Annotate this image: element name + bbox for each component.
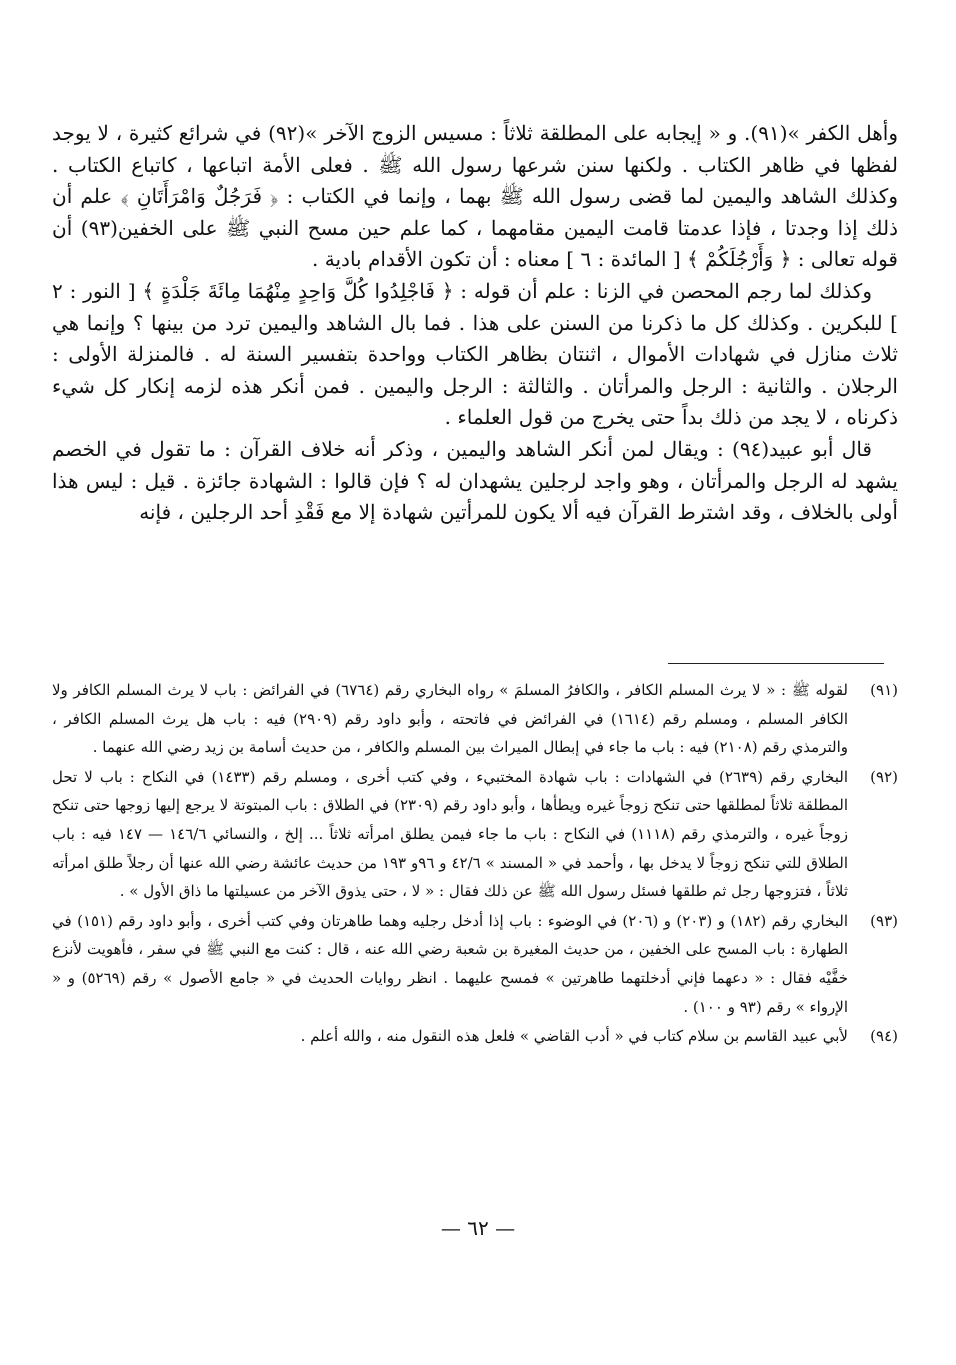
footnote-94 (52, 1022, 898, 1051)
footnote-number: (٩١) (870, 681, 898, 699)
footnote-number: (٩٤) (870, 1027, 898, 1046)
paragraph-1: وأهل الكفر »(٩١). و « إيجابه على المطلقة ثلاثاً : مسيس الزوج الآخر »(٩٢) في شرائع كثيرة ، لا يوجد لفظها في ظاهر الكتاب . ولكنها سنن شرعها رسول الله ﷺ . فعلى الأمة اتباعها ، كاتباع الكتاب . وكذلك الشاهد واليمين لما قضى رسول الله ﷺ بهما ، وإنما في الكتاب : ﴿ فَرَجُلٌ وَامْرَأَتَانِ ﴾ علم أن ذلك إذا وجدتا ، فإذا عدمتا قامت اليمين مقامهما ، كما علم حين مسح النبي ﷺ على الخفين(٩٣) أن قوله تعالى : ﴿ وَأَرْجُلَكُمْ ﴾ [ المائدة : ٦ ] معناه : أن تكون الأقدام بادية . (52, 121, 899, 272)
paragraph-2: وكذلك لما رجم المحصن في الزنا : علم أن قوله : ﴿ فَاجْلِدُوا كُلَّ وَاحِدٍ مِنْهُمَا مِائَةَ جَلْدَةٍ ﴾ [ النور : ٢ ] للبكرين . وكذلك كل ما ذكرنا من السنن على هذا . فما بال الشاهد واليمين ترد من بينها ؟ وإنما هي ثلاث منازل في شهادات الأموال ، اثنتان بظاهر الكتاب وواحدة بتفسير السنة له . فالمنزلة الأولى : الرجلان . والثانية : الرجل والمرأتان . والثالثة : الرجل واليمين . فمن أنكر هذه لزمه إنكار كل شيء ذكرناه ، لا يجد من ذلك بداً حتى يخرج من قول العلماء . (52, 278, 898, 430)
footnote-number: (٩٣) (870, 911, 898, 930)
footnotes (52, 676, 898, 1052)
footnote-93 (52, 907, 898, 1021)
main-text (52, 118, 898, 529)
footnote-text: البخاري رقم (٢٦٣٩) في الشهادات : باب شهادة المختبيء ، وفي كتب أخرى ، ومسلم رقم (١٤٣٣) في النكاح : باب لا تحل المطلقة ثلاثاً لمطلقها حتى تنكح زوجاً غيره ويطأها ، وأبو داود رقم (٢٣٠٩) في الطلاق : باب المبتوتة لا يرجع إليها زوجها حتى تنكح زوجاً غيره ، والترمذي رقم (١١١٨) في النكاح : باب ما جاء فيمن يطلق امرأته ثلاثاً ... إلخ ، والنسائي ١٤٦/٦ — ١٤٧ فيه : باب الطلاق للتي تنكح زوجاً لا يدخل بها ، وأحمد في « المسند » ٤٢/٦ و ٩٦و ١٩٣ من حديث عائشة رضي الله عنها أن رجلاً طلق امرأته ثلاثاً ، فتزوجها رجل ثم طلقها فسئل رسول الله ﷺ عن ذلك فقال : « لا ، حتى يذوق الآخر من عسيلتها ما ذاق الأول » . (52, 767, 849, 901)
footnote-91 (52, 676, 898, 762)
footnote-text: لأبي عبيد القاسم بن سلام كتاب في « أدب القاضي » فلعل هذه النقول منه ، والله أعلم . (300, 1027, 848, 1046)
page-number: — ٦٢ — (440, 1216, 516, 1240)
footnote-text: البخاري رقم (١٨٢) و (٢٠٣) و (٢٠٦) في الوضوء : باب إذا أدخل رجليه وهما طاهرتان وفي كتب أخرى ، وأبو داود رقم (١٥١) في الطهارة : باب المسح على الخفين ، من حديث المغيرة بن شعبة رضي الله عنه ، قال : كنت مع النبي ﷺ في سفر ، فأهويت لأنزع خفَّيْه فقال : « دعهما فإني أدخلتهما طاهرتين » فمسح عليهما . انظر روايات الحديث في « جامع الأصول » رقم (٥٢٦٩) و « الإرواء » رقم (٩٣ و ١٠٠) . (52, 911, 849, 1016)
footnote-separator (668, 663, 884, 664)
footnote-92 (52, 763, 898, 906)
footnote-number: (٩٢) (870, 767, 898, 786)
footnote-text: لقوله ﷺ : « لا يرث المسلم الكافر ، والكافرُ المسلمَ » رواه البخاري رقم (٦٧٦٤) في الفرائض : باب لا يرث المسلم الكافر ولا الكافر المسلم ، ومسلم رقم (١٦١٤) في الفرائض في فاتحته ، وأبو داود رقم (٢٩٠٩) فيه : باب هل يرث المسلم الكافر ، والترمذي رقم (٢١٠٨) فيه : باب ما جاء في إبطال الميراث بين المسلم والكافر ، من حديث أسامة بن زيد رضي الله عنهما . (52, 681, 849, 757)
paragraph-3: قال أبو عبيد(٩٤) : ويقال لمن أنكر الشاهد واليمين ، وذكر أنه خلاف القرآن : ما تقول في الخصم يشهد له الرجل والمرأتان ، وهو واجد لرجلين يشهدان له ؟ فإن قالوا : الشهادة جائزة . قيل : ليس هذا أولى بالخلاف ، وقد اشترط القرآن فيه ألا يكون للمرأتين شهادة إلا مع فَقْدِ أحد الرجلين ، فإنه (52, 436, 898, 525)
